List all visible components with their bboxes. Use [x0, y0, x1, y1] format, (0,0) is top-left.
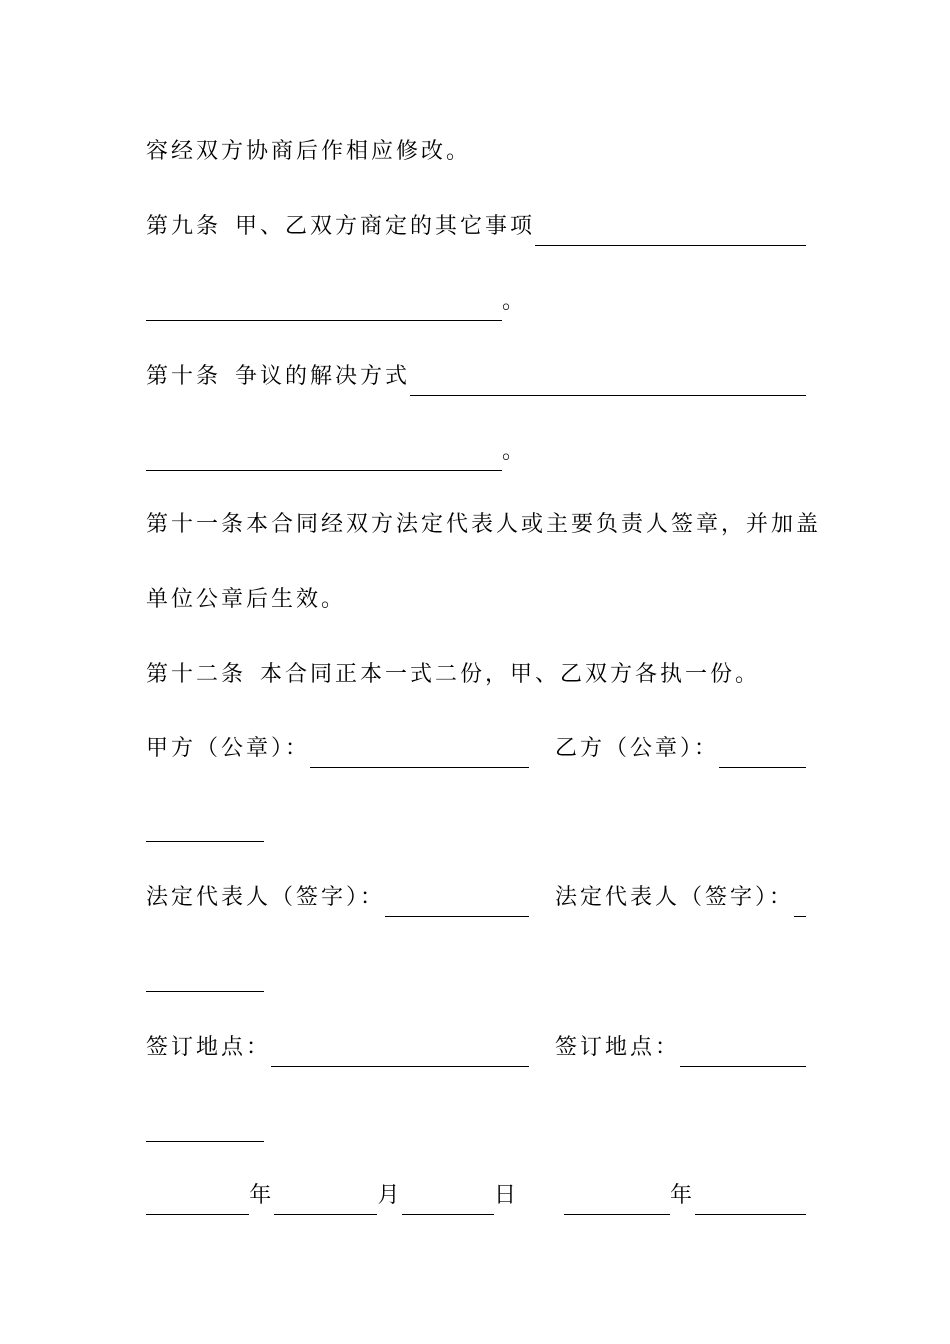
party-a-seal-field: [146, 729, 529, 769]
party-a-rep-field: [146, 878, 529, 918]
article-10-blank-2[interactable]: [146, 446, 502, 471]
party-b-place-blank-2[interactable]: [146, 1117, 264, 1142]
article-11-continuation: 单位公章后生效。: [146, 587, 347, 612]
party-a-seal-blank[interactable]: [310, 743, 529, 768]
article-9-blank-2[interactable]: [146, 296, 502, 321]
period: 。: [502, 439, 528, 464]
party-a-year-blank[interactable]: [146, 1190, 249, 1215]
article-11-line: [146, 505, 822, 545]
party-b-date-field: [564, 1176, 806, 1216]
article-10-heading: 第十条: [146, 364, 222, 389]
article-10-blank-line: [146, 432, 806, 472]
party-b-seal-blank-2[interactable]: [146, 817, 264, 842]
party-a-date-field: [146, 1176, 519, 1216]
party-a-rep-label: 法定代表人（签字）：: [146, 885, 386, 910]
article-11-continuation-line: [146, 580, 806, 620]
article-9-blank[interactable]: [535, 221, 806, 246]
party-a-place-label: 签订地点：: [146, 1035, 272, 1060]
party-b-rep-blank[interactable]: [794, 892, 806, 917]
party-b-rep-label: 法定代表人（签字）：: [555, 885, 795, 910]
party-b-place-label: 签订地点：: [555, 1035, 681, 1060]
article-10-line: [146, 357, 806, 397]
seal-row: [146, 729, 806, 769]
party-b-seal-blank[interactable]: [719, 743, 806, 768]
signing-place-row: [146, 1028, 806, 1068]
party-b-year-label: 年: [670, 1183, 696, 1208]
article-9-blank-line: [146, 282, 806, 322]
clause-continuation-line: [146, 132, 806, 172]
party-b-seal-field: [555, 729, 806, 769]
article-10-blank[interactable]: [410, 371, 806, 396]
party-a-place-field: [146, 1028, 529, 1068]
party-a-month-label: 月: [377, 1183, 403, 1208]
rep-continuation-line: [146, 953, 806, 993]
article-9-heading: 第九条: [146, 214, 222, 239]
article-9-line: [146, 207, 806, 247]
article-11-text: 本合同经双方法定代表人或主要负责人签章，并加盖: [246, 512, 822, 537]
article-9-text: 甲、乙双方商定的其它事项: [235, 214, 536, 239]
representative-row: [146, 878, 806, 918]
party-b-rep-blank-2[interactable]: [146, 967, 264, 992]
article-10-text: 争议的解决方式: [235, 364, 411, 389]
party-a-rep-blank[interactable]: [385, 892, 529, 917]
seal-continuation-line: [146, 803, 806, 843]
party-a-day-blank[interactable]: [402, 1190, 494, 1215]
party-b-month-blank[interactable]: [695, 1190, 806, 1215]
place-continuation-line: [146, 1103, 806, 1143]
article-12-line: [146, 655, 806, 695]
article-11-heading: 第十一条: [146, 512, 247, 537]
article-12-text: 本合同正本一式二份，甲、乙双方各执一份。: [260, 662, 761, 687]
party-a-year-label: 年: [249, 1183, 275, 1208]
party-a-month-blank[interactable]: [274, 1190, 377, 1215]
party-b-place-blank[interactable]: [680, 1042, 806, 1067]
party-b-rep-field: [555, 878, 806, 918]
period: 。: [502, 289, 528, 314]
party-b-place-field: [555, 1028, 806, 1068]
article-12-heading: 第十二条: [146, 662, 247, 687]
party-a-place-blank[interactable]: [271, 1042, 529, 1067]
party-b-year-blank[interactable]: [564, 1190, 670, 1215]
clause-continuation-text: 容经双方协商后作相应修改。: [146, 139, 472, 164]
party-a-seal-label: 甲方（公章）：: [146, 736, 311, 761]
party-a-day-label: 日: [494, 1183, 520, 1208]
date-row: [146, 1176, 806, 1216]
party-b-seal-label: 乙方（公章）：: [555, 736, 720, 761]
